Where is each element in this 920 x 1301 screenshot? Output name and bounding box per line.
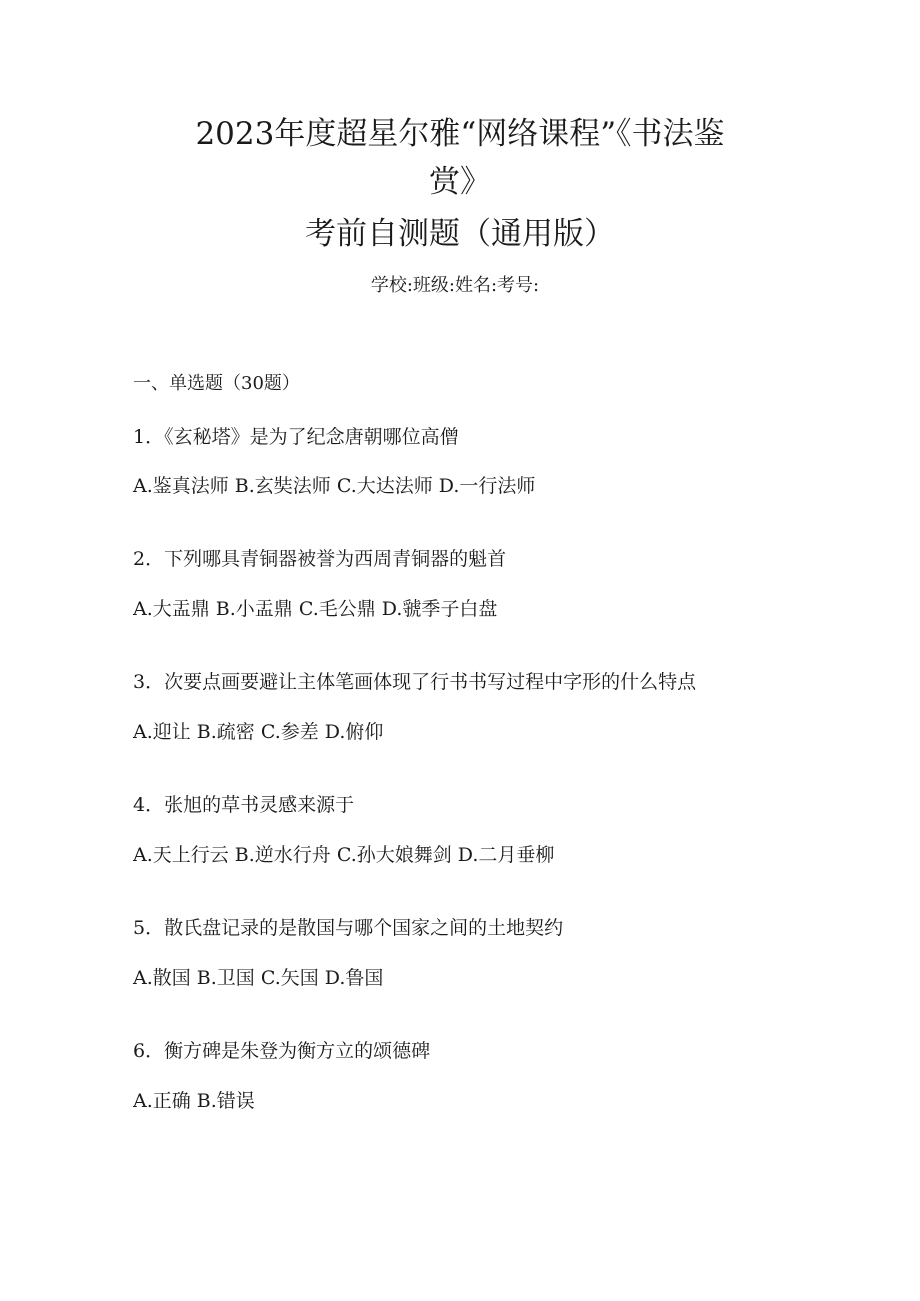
question-1-text: 1．《玄秘塔》是为了纪念唐朝哪位高僧 — [133, 426, 459, 448]
question-6-text: 6．衡方碑是朱登为衡方立的颂德碑 — [133, 1040, 431, 1062]
question-5-text: 5．散氏盘记录的是散国与哪个国家之间的土地契约 — [133, 917, 564, 939]
question-1-options: A.鉴真法师 B.玄奘法师 C.大达法师 D.一行法师 — [133, 475, 536, 497]
question-4-text: 4．张旭的草书灵感来源于 — [133, 794, 355, 816]
question-2-options: A.大盂鼎 B.小盂鼎 C.毛公鼎 D.虢季子白盘 — [133, 598, 498, 620]
question-6-options: A.正确 B.错误 — [133, 1090, 255, 1112]
question-2-text: 2．下列哪具青铜器被誉为西周青铜器的魁首 — [133, 548, 507, 570]
document-subtitle: 考前自测题（通用版） — [305, 216, 615, 252]
question-4-options: A.天上行云 B.逆水行舟 C.孙大娘舞剑 D.二月垂柳 — [133, 844, 555, 866]
section-heading: 一、单选题（30题） — [133, 373, 300, 394]
document-title-line-2: 赏》 — [429, 164, 491, 200]
question-3-text: 3．次要点画要避让主体笔画体现了行书书写过程中字形的什么特点 — [133, 671, 697, 693]
student-info-line: 学校:班级:姓名:考号: — [370, 275, 540, 296]
document-title-line-1: 2023年度超星尔雅“网络课程”《书法鉴 — [195, 116, 725, 152]
question-5-options: A.散国 B.卫国 C.矢国 D.鲁国 — [133, 967, 384, 989]
question-3-options: A.迎让 B.疏密 C.参差 D.俯仰 — [133, 721, 384, 743]
